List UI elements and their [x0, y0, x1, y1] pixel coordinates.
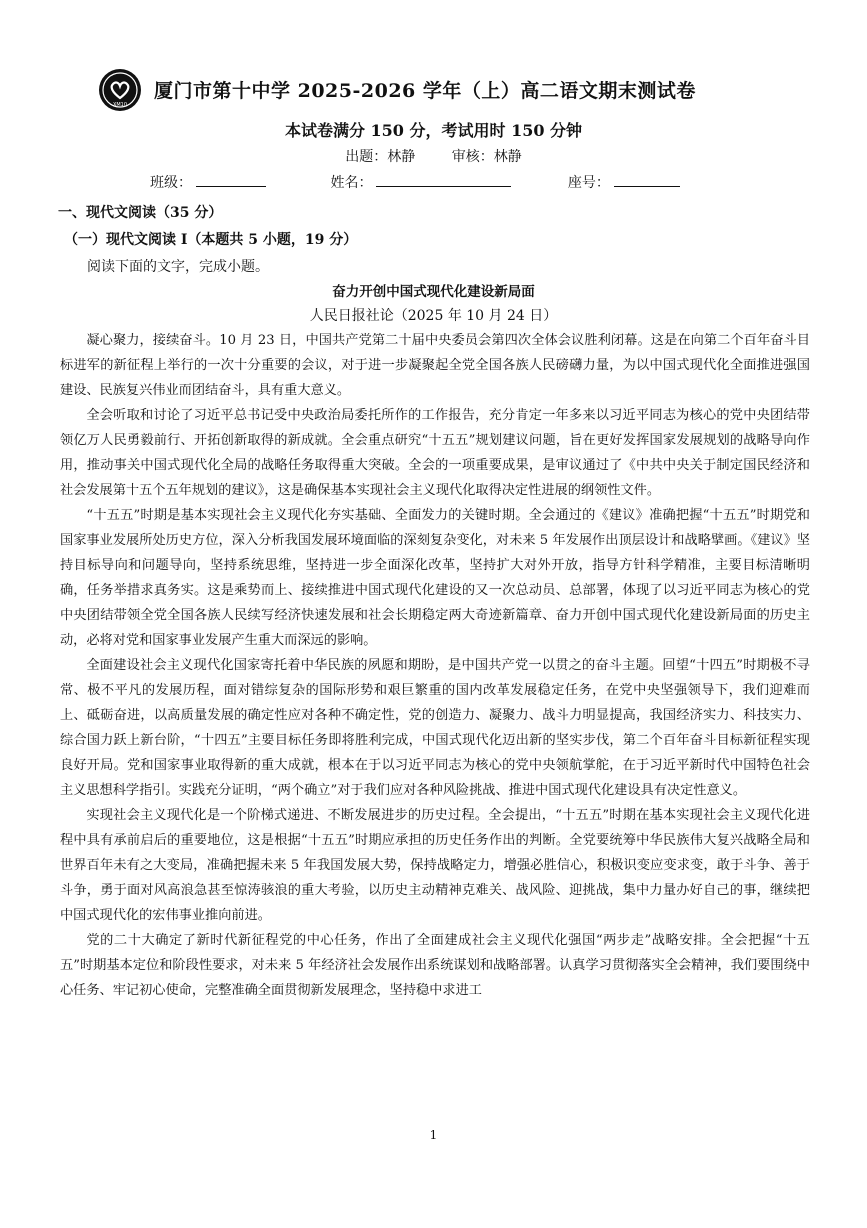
name-field[interactable] [330, 172, 511, 192]
seat-blank[interactable] [614, 172, 680, 187]
name-blank[interactable] [376, 172, 511, 187]
article-paragraph: 全会听取和讨论了习近平总书记受中央政治局委托所作的工作报告，充分肯定一年多来以习近平同志为核心的党中央团结带领亿万人民勇毅前行、开拓创新取得的新成就。全会重点研究“十五五”规划建议问题，旨在更好发挥国家发展规划的战略导向作用，推动事关中国式现代化全局的战略任务取得重大突破。全会的一项重要成果，是审议通过了《中共中央关于制定国民经济和社会发展第十五个五年规划的建议》，这是确保基本实现社会主义现代化取得决定性进展的纲领性文件。 [60, 408, 810, 498]
exam-title: 厦门市第十中学 2025-2026 学年（上）高二语文期末测试卷 [154, 80, 696, 102]
seat-label: 座号： [567, 175, 610, 191]
seat-field[interactable] [568, 172, 680, 192]
name-label: 姓名： [330, 175, 373, 191]
exam-subtitle: 本试卷满分 150 分，考试用时 150 分钟 [284, 121, 583, 140]
subsection-heading: （一）现代文阅读 I（本题共 5 小题，19 分） [64, 232, 358, 248]
article-source: 人民日报社论（2025 年 10 月 24 日） [309, 308, 558, 324]
article-paragraph: 党的二十大确定了新时代新征程党的中心任务，作出了全面建成社会主义现代化强国“两步走”战略安排。全会把握“十五五”时期基本定位和阶段性要求，对未来 5 年经济社会发展作出系统谋划和战略部署。认真学习贯彻落实全会精神，我们要围绕中心任务、牢记初心使命，完整准确全面贯彻新发展理念，坚持稳中求进工 [60, 933, 810, 998]
article-body [60, 328, 810, 1003]
student-info-row [150, 172, 680, 192]
class-label: 班级： [150, 175, 192, 191]
class-blank[interactable] [196, 172, 266, 187]
reviewer-label: 审核：林静 [451, 149, 522, 165]
authors-line [0, 146, 867, 166]
article-paragraph: 全面建设社会主义现代化国家寄托着中华民族的夙愿和期盼，是中国共产党一以贯之的奋斗主题。回望“十四五”时期极不寻常、极不平凡的发展历程，面对错综复杂的国际形势和艰巨繁重的国内改革发展稳定任务，在党中央坚强领导下，我们迎难而上、砥砺奋进，以高质量发展的确定性应对各种不确定性，党的创造力、凝聚力、战斗力明显提高，我国经济实力、科技实力、综合国力跃上新台阶，“十四五”主要目标任务即将胜利完成，中国式现代化迈出新的坚实步伐，第二个百年奋斗目标新征程实现良好开局。党和国家事业取得新的重大成就，根本在于以习近平同志为核心的党中央领航掌舵，在于习近平新时代中国特色社会主义思想科学指引。实践充分证明，“两个确立”对于我们应对各种风险挑战、推进中国式现代化建设具有决定性意义。 [60, 658, 810, 798]
class-field[interactable] [150, 172, 266, 192]
reading-instruction: 阅读下面的文字，完成小题。 [87, 259, 269, 275]
school-logo-icon [98, 68, 142, 112]
article-paragraph: 实现社会主义现代化是一个阶梯式递进、不断发展进步的历史过程。全会提出，“十五五”时期在基本实现社会主义现代化进程中具有承前启后的重要地位，这是根据“十五五”时期应承担的历史任务作出的判断。全党要统筹中华民族伟大复兴战略全局和世界百年未有之大变局，准确把握未来 5 年我国发展大势，保持战略定力，增强必胜信心，积极识变应变求变，敢于斗争、善于斗争，勇于面对风高浪急甚至惊涛骇浪的重大考验，以历史主动精神克难关、战风险、迎挑战，集中力量办好自己的事，继续把中国式现代化的宏伟事业推向前进。 [60, 808, 810, 923]
page-number: 1 [429, 1128, 438, 1142]
setter-label: 出题：林静 [345, 149, 416, 165]
article-paragraph: “十五五”时期是基本实现社会主义现代化夯实基础、全面发力的关键时期。全会通过的《建议》准确把握“十五五”时期党和国家事业发展所处历史方位，深入分析我国发展环境面临的深刻复杂变化，对未来 5 年发展作出顶层设计和战略擘画。《建议》坚持目标导向和问题导向，坚持系统思维，坚持进一步全面深化改革，坚持扩大对外开放，指导方针科学精准，主要目标清晰明确，任务举措求真务实。这是乘势而上、接续推进中国式现代化建设的又一次总动员、总部署，体现了以习近平同志为核心的党中央团结带领全党全国各族人民续写经济快速发展和社会长期稳定两大奇迹新篇章、奋力开创中国式现代化建设新局面的历史主动，必将对党和国家事业发展产生重大而深远的影响。 [60, 508, 810, 648]
svg-text:XM10: XM10 [112, 102, 128, 108]
article-title: 奋力开创中国式现代化建设新局面 [332, 284, 535, 300]
section-heading: 一、现代文阅读（35 分） [58, 205, 223, 221]
article-paragraph: 凝心聚力，接续奋斗。10 月 23 日，中国共产党第二十届中央委员会第四次全体会议胜利闭幕。这是在向第二个百年奋斗目标进军的新征程上举行的一次十分重要的会议，对于进一步凝聚起全党全国各族人民磅礴力量，为以中国式现代化全面推进强国建设、民族复兴伟业而团结奋斗，具有重大意义。 [60, 333, 810, 398]
